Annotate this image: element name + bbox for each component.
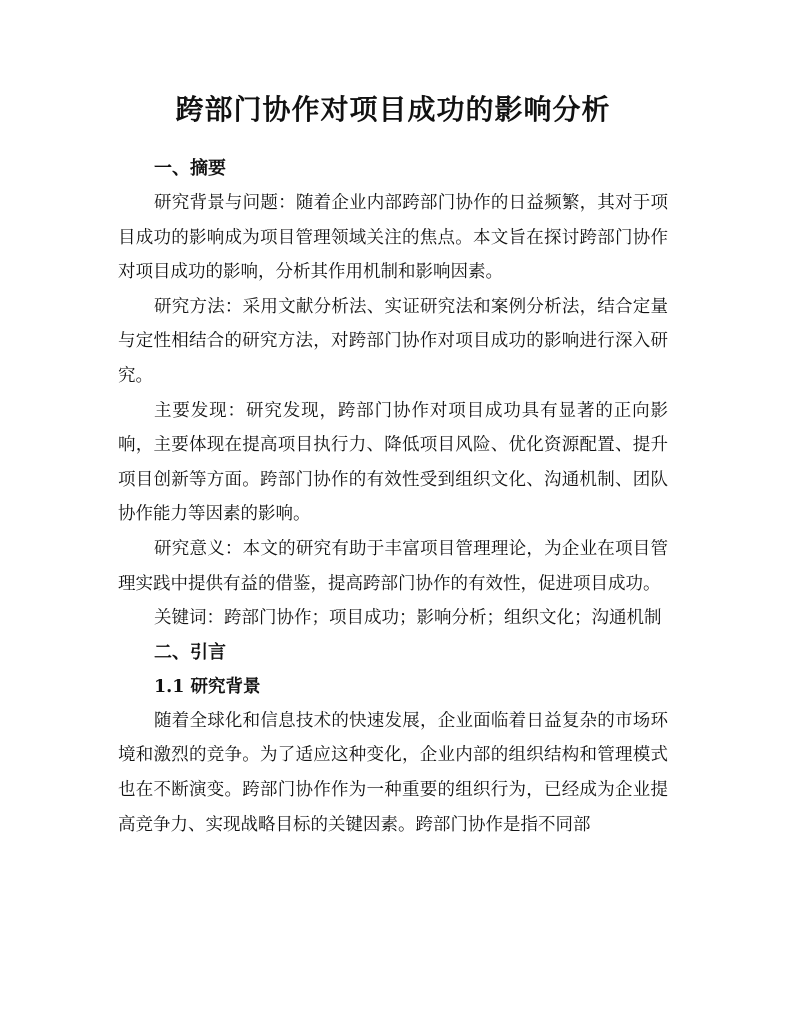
abstract-keywords: 关键词：跨部门协作；项目成功；影响分析；组织文化；沟通机制 — [154, 608, 662, 629]
abstract-paragraph-significance: 研究意义：本文的研究有助于丰富项目管理理论，为企业在项目管理实践中提供有益的借鉴，提高跨部门协作的有效性，促进项目成功。 — [118, 538, 668, 594]
section-heading-introduction: 二、引言 — [154, 641, 226, 663]
abstract-paragraph-findings: 主要发现：研究发现，跨部门协作对项目成功具有显著的正向影响，主要体现在提高项目执行力、降低项目风险、优化资源配置、提升项目创新等方面。跨部门协作的有效性受到组织文化、沟通机制、团队协作能力等因素的影响。 — [118, 400, 668, 525]
document-page — [118, 88, 668, 842]
subsection-heading-research-background: 1.1 研究背景 — [154, 676, 261, 697]
abstract-paragraph-background: 研究背景与问题：随着企业内部跨部门协作的日益频繁，其对于项目成功的影响成为项目管理领域关注的焦点。本文旨在探讨跨部门协作对项目成功的影响，分析其作用机制和影响因素。 — [118, 193, 668, 283]
section-heading-abstract: 一、摘要 — [154, 158, 226, 179]
abstract-paragraph-methods: 研究方法：采用文献分析法、实证研究法和案例分析法，结合定量与定性相结合的研究方法，对跨部门协作对项目成功的影响进行深入研究。 — [118, 296, 668, 386]
document-title: 跨部门协作对项目成功的影响分析 — [175, 93, 611, 126]
introduction-paragraph: 随着全球化和信息技术的快速发展，企业面临着日益复杂的市场环境和激烈的竞争。为了适应这种变化，企业内部的组织结构和管理模式也在不断演变。跨部门协作作为一种重要的组织行为，已经成为企业提高竞争力、实现战略目标的关键因素。跨部门协作是指不同部 — [118, 710, 668, 835]
